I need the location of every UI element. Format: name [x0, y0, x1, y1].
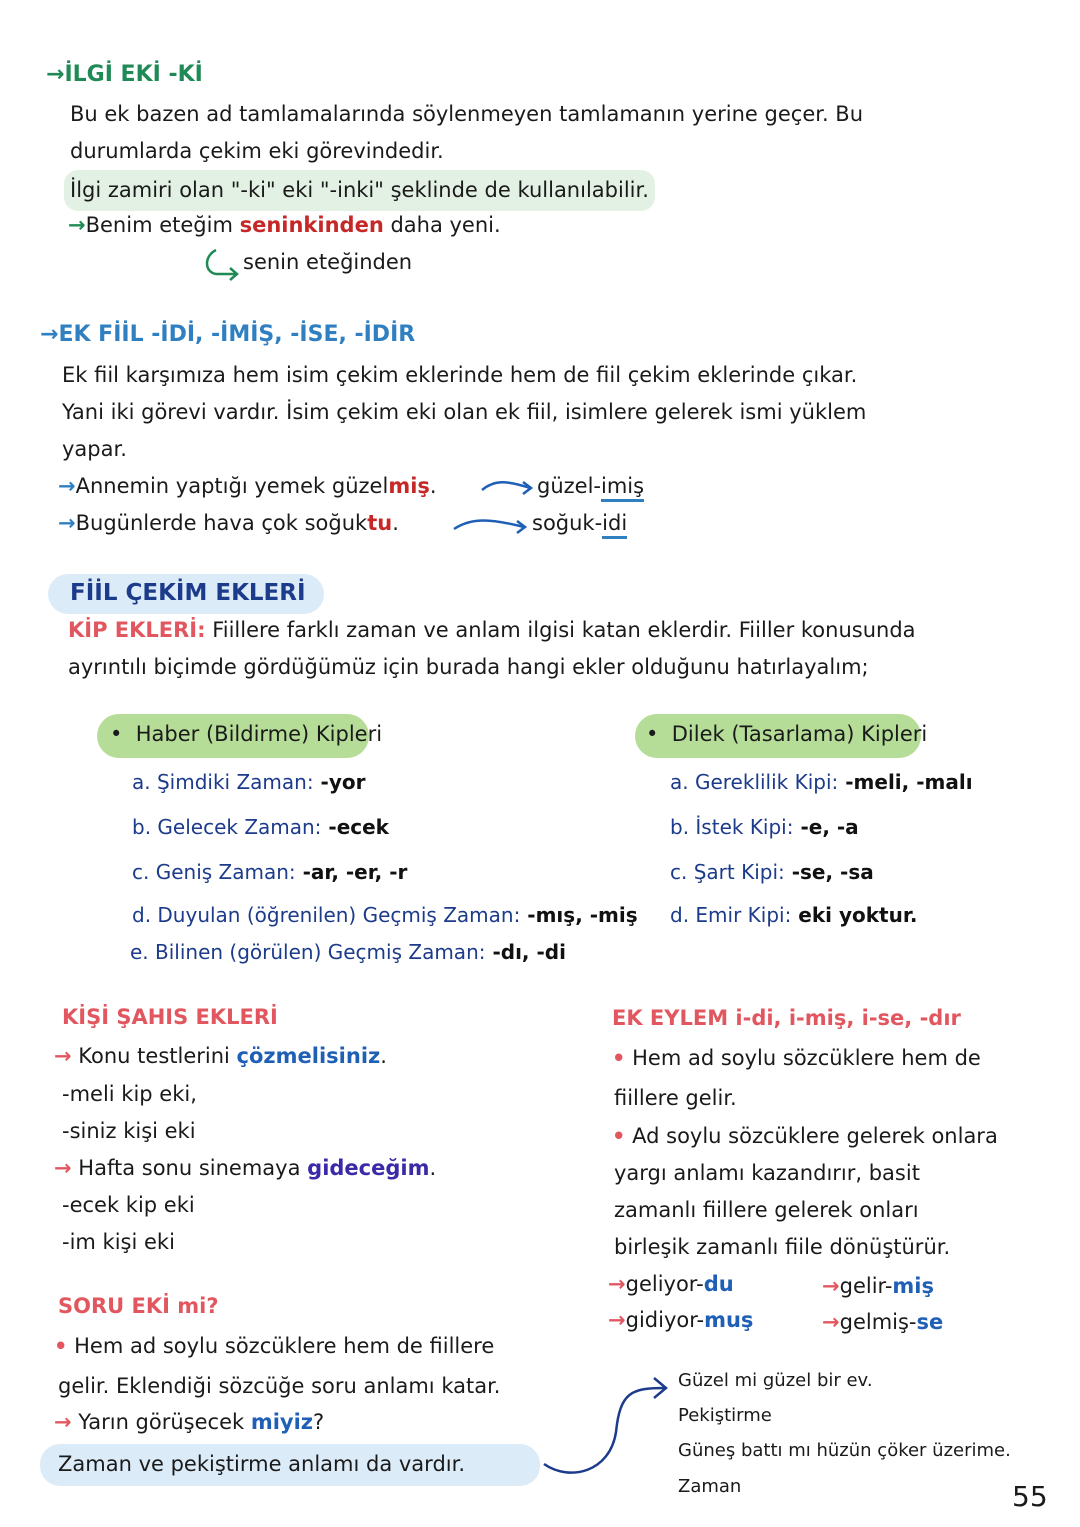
ekeylem-example: →geliyor-du [608, 1272, 734, 1296]
dilek-item: a. Gereklilik Kipi: -meli, -malı [670, 770, 973, 794]
wavy-arrow-icon [480, 478, 536, 498]
dilek-item: d. Emir Kipi: eki yoktur. [670, 903, 918, 927]
curved-arrow-icon [202, 248, 242, 282]
haber-item: d. Duyulan (öğrenilen) Geçmiş Zaman: -mış, -miş [132, 903, 638, 927]
soru-example: → Yarın görüşecek miyiz? [54, 1410, 325, 1434]
arrow-icon: → [54, 1410, 72, 1434]
haber-item: c. Geniş Zaman: -ar, -er, -r [132, 860, 408, 884]
arrow-icon: → [54, 1044, 72, 1068]
ekfiil-line-2: Yani iki görevi vardır. İsim çekim eki olan ek fiil, isimlere gelerek ismi yüklem [62, 400, 867, 424]
bullet-icon: • [54, 1334, 68, 1358]
soru-ex-line-1: Güzel mi güzel bir ev. [678, 1370, 873, 1391]
kisi-example-2: → Hafta sonu sinemaya gideceğim. [54, 1156, 437, 1180]
kisi-example-1: → Konu testlerini çözmelisiniz. [54, 1044, 387, 1068]
ekfiil-result-2: soğuk-idi [532, 505, 627, 542]
ekfiil-line-3: yapar. [62, 437, 127, 461]
dilek-title: • Dilek (Tasarlama) Kipleri [646, 722, 928, 746]
section-ekeylem-title: EK EYLEM i-di, i-miş, i-se, -dır [612, 1006, 961, 1030]
haber-item: e. Bilinen (görülen) Geçmiş Zaman: -dı, -di [130, 940, 566, 964]
page-number: 55 [1012, 1480, 1048, 1513]
arrow-icon: → [68, 213, 86, 237]
ekeylem-line-2: fiillere gelir. [614, 1086, 737, 1110]
arrow-icon: → [46, 62, 65, 87]
ekfiil-example-1: →Annemin yaptığı yemek güzelmiş. [58, 474, 437, 498]
ekeylem-line-5: zamanlı fiillere gelerek onları [614, 1198, 919, 1222]
dilek-item: c. Şart Kipi: -se, -sa [670, 860, 874, 884]
ekeylem-example: →gidiyor-muş [608, 1308, 754, 1332]
arrow-icon: → [822, 1310, 840, 1334]
ekeylem-line-4: yargı anlamı kazandırır, basit [614, 1161, 920, 1185]
soru-ex-line-2: Pekiştirme [678, 1405, 772, 1426]
ekfiil-example-2: →Bugünlerde hava çok soğuktu. [58, 511, 399, 535]
kisi-note-2: -siniz kişi eki [62, 1119, 196, 1143]
ekeylem-example: →gelir-miş [822, 1274, 934, 1298]
soru-ex-line-4: Zaman [678, 1476, 742, 1497]
arrow-icon: → [58, 474, 76, 498]
bullet-icon: • [646, 722, 659, 746]
section-fiil-cekim-title: FİİL ÇEKİM EKLERİ [70, 580, 306, 606]
ekeylem-line-1: • Hem ad soylu sözcüklere hem de [612, 1046, 981, 1070]
arrow-icon: → [822, 1274, 840, 1298]
arrow-icon: → [58, 511, 76, 535]
ilgi-note: senin eteğinden [243, 250, 413, 274]
haber-title: • Haber (Bildirme) Kipleri [110, 722, 383, 746]
section-kisi-title: KİŞİ ŞAHIS EKLERİ [62, 1005, 278, 1029]
ilgi-line-2: durumlarda çekim eki görevindedir. [70, 139, 444, 163]
haber-item: a. Şimdiki Zaman: -yor [132, 770, 366, 794]
kip-line-1: KİP EKLERİ: Fiillere farklı zaman ve anlam ilgisi katan eklerdir. Fiiller konusunda [68, 618, 916, 642]
bullet-icon: • [612, 1046, 626, 1070]
ilgi-line-1: Bu ek bazen ad tamlamalarında söylenmeyen tamlamanın yerine geçer. Bu [70, 102, 864, 126]
ilgi-line-3: İlgi zamiri olan "-ki" eki "-inki" şeklinde de kullanılabilir. [64, 170, 655, 211]
soru-ex-line-3: Güneş battı mı hüzün çöker üzerime. [678, 1440, 1011, 1461]
arrow-icon: → [40, 322, 59, 347]
kisi-note-1: -meli kip eki, [62, 1082, 197, 1106]
ekeylem-line-3: • Ad soylu sözcüklere gelerek onlara [612, 1124, 998, 1148]
kisi-note-3: -ecek kip eki [62, 1193, 195, 1217]
ilgi-example: →Benim eteğim seninkinden daha yeni. [68, 213, 501, 237]
bullet-icon: • [612, 1124, 626, 1148]
bullet-icon: • [110, 722, 123, 746]
arrow-icon: → [608, 1308, 626, 1332]
arrow-icon: → [608, 1272, 626, 1296]
kisi-note-4: -im kişi eki [62, 1230, 175, 1254]
wavy-arrow-icon [452, 515, 530, 535]
dilek-item: b. İstek Kipi: -e, -a [670, 815, 859, 839]
ekfiil-result-1: güzel-imiş [537, 468, 644, 505]
section-ilgi-title: →İLGİ EKİ -Kİ [46, 62, 203, 87]
curved-arrow-icon [540, 1372, 670, 1492]
arrow-icon: → [54, 1156, 72, 1180]
ekeylem-example: →gelmiş-se [822, 1310, 944, 1334]
soru-line-1: • Hem ad soylu sözcüklere hem de fiillere [54, 1334, 495, 1358]
haber-item: b. Gelecek Zaman: -ecek [132, 815, 389, 839]
soru-line-2: gelir. Eklendiği sözcüğe soru anlamı katar. [58, 1374, 501, 1398]
section-soru-title: SORU EKİ mi? [58, 1294, 219, 1318]
ekeylem-line-6: birleşik zamanlı fiile dönüştürür. [614, 1235, 951, 1259]
ekfiil-line-1: Ek fiil karşımıza hem isim çekim eklerinde hem de fiil çekim eklerinde çıkar. [62, 363, 858, 387]
soru-note: Zaman ve pekiştirme anlamı da vardır. [58, 1452, 465, 1476]
section-ekfiil-title: →EK FİİL -İDİ, -İMİŞ, -İSE, -İDİR [40, 322, 416, 347]
kip-line-2: ayrıntılı biçimde gördüğümüz için burada hangi ekler olduğunu hatırlayalım; [68, 655, 869, 679]
